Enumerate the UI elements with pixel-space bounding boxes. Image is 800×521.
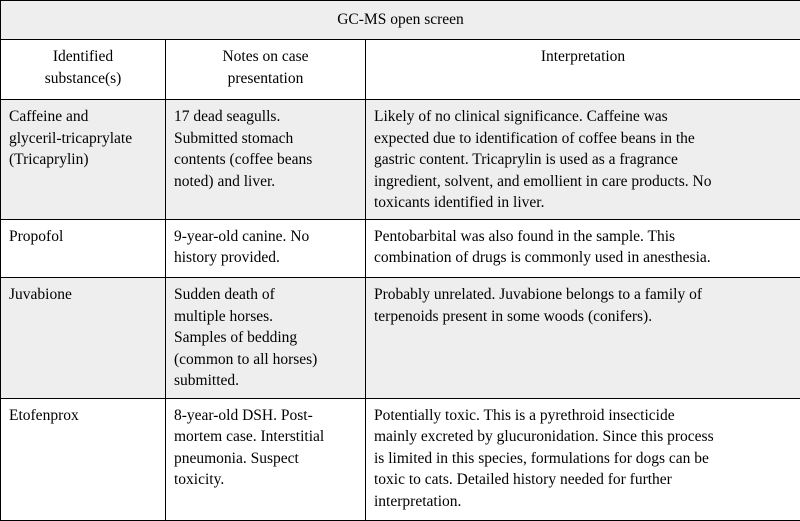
cell-line: Submitted stomach [174,129,294,147]
cell-line: combination of drugs is commonly used in anesthesia. [374,249,711,267]
cell-notes [166,398,366,520]
header-text: Identified [52,48,114,66]
table-title: GC-MS open screen [1,1,800,40]
header-interpretation [366,40,800,100]
cell-line: contents (coffee beans [174,151,313,169]
cell-line: interpretation. [374,492,462,510]
cell-line: Caffeine and [9,108,89,126]
cell-line: toxicity. [174,471,225,489]
cell-line: submitted. [174,372,240,390]
cell-line: noted) and liver. [174,172,276,190]
header-text: Notes on case [222,48,309,66]
cell-line: multiple horses. [174,307,274,325]
table-row [1,278,800,398]
cell-line: Likely of no clinical significance. Caffeine was [374,108,668,126]
cell-line: gastric content. Tricaprylin is used as a fragrance [374,151,678,169]
header-text: presentation [227,69,304,87]
cell-line: mortem case. Interstitial [174,428,325,446]
cell-substance [1,100,166,220]
cell-line: expected due to identification of coffee beans in the [374,129,695,147]
cell-line: Propofol [9,227,64,245]
cell-substance [1,278,166,398]
cell-substance [1,219,166,278]
cell-interpretation [366,398,800,520]
cell-line: Samples of bedding [174,329,298,347]
header-text: substance(s) [44,69,122,87]
header-substance [1,40,166,100]
cell-substance [1,398,166,520]
header-text: Interpretation [540,48,626,66]
header-notes [166,40,366,100]
cell-line: Juvabione [9,286,72,304]
cell-interpretation [366,100,800,220]
table-row [1,100,800,220]
cell-line: 9-year-old canine. No [174,227,310,245]
cell-line: toxic to cats. Detailed history needed for further [374,471,672,489]
cell-line: ingredient, solvent, and emollient in care products. No [374,172,712,190]
cell-line: (Tricaprylin) [9,151,89,169]
table-row [1,219,800,278]
cell-notes [166,278,366,398]
cell-interpretation [366,278,800,398]
cell-line: toxicants identified in liver. [374,194,545,212]
cell-notes [166,100,366,220]
cell-line: pneumonia. Suspect [174,449,299,467]
cell-line: is limited in this species, formulations for dogs can be [374,449,709,467]
cell-line: Etofenprox [9,406,79,424]
cell-line: terpenoids present in some woods (conifers). [374,307,653,325]
cell-line: Pentobarbital was also found in the sample. This [374,227,676,245]
cell-line: (common to all horses) [174,350,318,368]
cell-interpretation [366,219,800,278]
table-row [1,398,800,520]
cell-line: Sudden death of [174,286,275,304]
cell-line: mainly excreted by glucuronidation. Since this process [374,428,714,446]
cell-line: 17 dead seagulls. [174,108,281,126]
cell-line: history provided. [174,249,280,267]
cell-line: 8-year-old DSH. Post- [174,406,313,424]
cell-line: glyceril-tricaprylate [9,129,133,147]
cell-line: Potentially toxic. This is a pyrethroid insecticide [374,406,675,424]
cell-notes [166,219,366,278]
cell-line: Probably unrelated. Juvabione belongs to a family of [374,286,703,304]
